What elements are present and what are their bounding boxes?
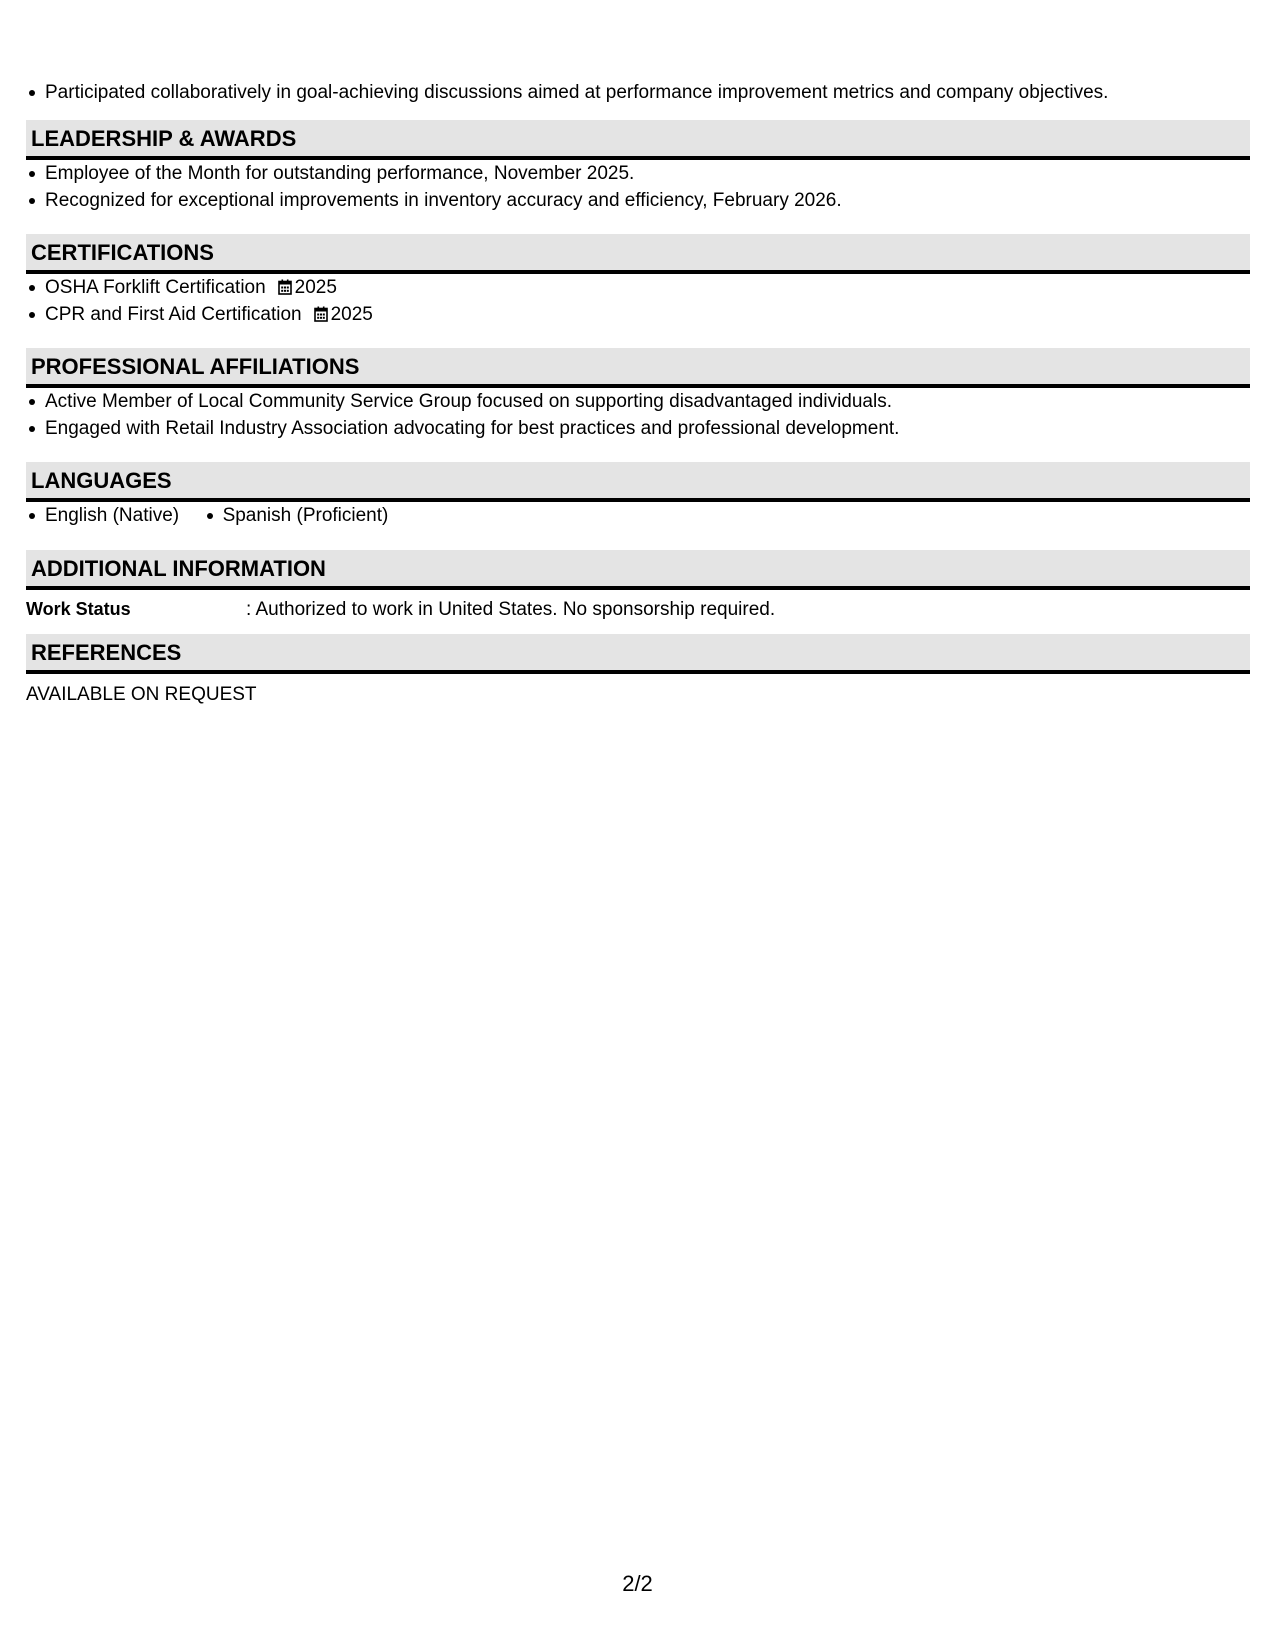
language-item: English (Native) [26, 502, 179, 529]
professional-affiliations-section [26, 348, 1250, 442]
work-status-value: : Authorized to work in United States. No sponsorship required. [246, 599, 776, 620]
page-number: 2/2 [622, 1571, 653, 1596]
leadership-awards-section [26, 120, 1250, 214]
list-item: Active Member of Local Community Service Group focused on supporting disadvantaged individuals. [26, 388, 1250, 415]
list-item: Engaged with Retail Industry Association advocating for best practices and professional development. [26, 415, 1250, 442]
certification-year: 2025 [294, 277, 337, 298]
additional-information-section [26, 550, 1250, 622]
work-status-label: Work Status [26, 599, 131, 619]
experience-continuation-list [26, 79, 1108, 106]
references-text: AVAILABLE ON REQUEST [26, 684, 257, 705]
certification-item [26, 274, 1250, 301]
certifications-section [26, 234, 1250, 328]
section-heading: ADDITIONAL INFORMATION [26, 550, 1250, 590]
languages-section [26, 462, 1250, 529]
references-section [26, 634, 1250, 707]
certification-name: OSHA Forklift Certification [45, 277, 266, 298]
languages-list [26, 502, 1250, 529]
section-heading: LEADERSHIP & AWARDS [26, 120, 1250, 160]
calendar-icon [278, 276, 292, 292]
section-heading: CERTIFICATIONS [26, 234, 1250, 274]
list-item: Recognized for exceptional improvements in inventory accuracy and efficiency, February 2026. [26, 187, 1250, 214]
list-item: Employee of the Month for outstanding performance, November 2025. [26, 160, 1250, 187]
list-item: Participated collaboratively in goal-achieving discussions aimed at performance improvement metrics and company objectives. [26, 79, 1108, 106]
certification-item [26, 301, 1250, 328]
leadership-awards-list [26, 160, 1250, 214]
certifications-list [26, 274, 1250, 328]
certification-year: 2025 [330, 304, 373, 325]
section-heading: REFERENCES [26, 634, 1250, 674]
work-status-row [26, 597, 1250, 622]
section-heading: PROFESSIONAL AFFILIATIONS [26, 348, 1250, 388]
calendar-icon [314, 303, 328, 319]
language-item: Spanish (Proficient) [204, 502, 389, 529]
affiliations-list [26, 388, 1250, 442]
section-heading: LANGUAGES [26, 462, 1250, 502]
certification-name: CPR and First Aid Certification [45, 304, 302, 325]
